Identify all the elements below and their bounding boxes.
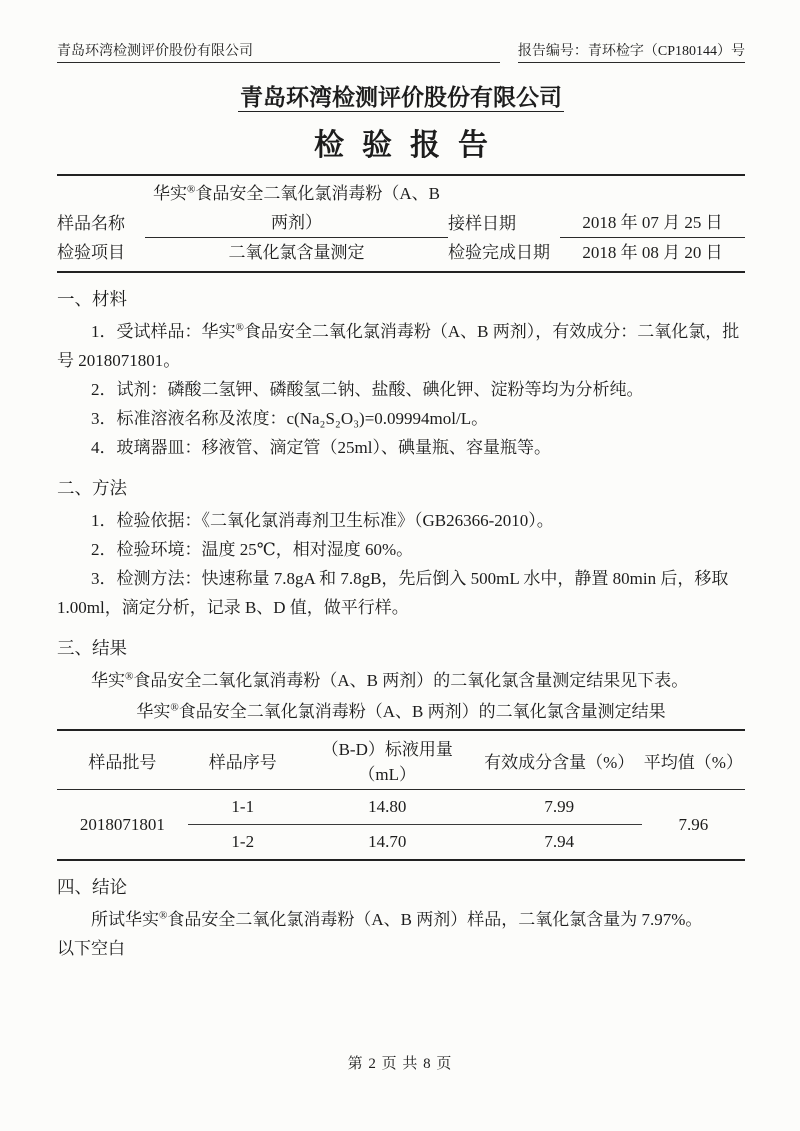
materials-item-3: 3．标准溶液名称及浓度：c(Na₂S₂O₃)=0.09994mol/L。 <box>91 409 489 428</box>
methods-item-1: 1．检验依据：《二氧化氯消毒剂卫生标准》（GB26366-2010）。 <box>91 511 554 530</box>
sample-info-row-2 <box>57 238 745 267</box>
results-table-caption: 华实®食品安全二氧化氯消毒粉（A、B 两剂）的二氧化氯含量测定结果 <box>136 701 666 721</box>
seq-cell: 1-2 <box>231 832 255 851</box>
col-header-content: 有效成分含量（%） <box>477 730 642 790</box>
results-table <box>57 729 745 861</box>
col-header-seq: 样品序号 <box>188 730 298 790</box>
section-heading-methods: 二、方法 <box>57 478 127 498</box>
table-row <box>57 790 745 825</box>
section-heading-materials: 一、材料 <box>57 289 127 309</box>
materials-item-1: 1．受试样品：华实®食品安全二氧化氯消毒粉（A、B 两剂），有效成分：二氧化氯，批号 2018071801。 <box>57 321 740 370</box>
sample-info-row-1 <box>57 179 745 238</box>
test-item-label: 检验项目 <box>57 243 125 262</box>
materials-item-4: 4．玻璃器皿：移液管、滴定管（25ml）、碘量瓶、容量瓶等。 <box>91 438 551 457</box>
sample-name-value: 华实®食品安全二氧化氯消毒粉（A、B 两剂） <box>145 179 448 238</box>
col-header-batch: 样品批号 <box>57 730 188 790</box>
methods-item-3: 3．检测方法：快速称量 7.8gA 和 7.8gB，先后倒入 500mL 水中，静置 80min 后，移取 1.00ml，滴定分析，记录 B、D 值，做平行样。 <box>57 569 729 617</box>
content-cell: 7.94 <box>544 832 575 851</box>
average-cell: 7.96 <box>678 814 709 834</box>
received-date-value: 2018 年 07 月 25 日 <box>560 208 745 238</box>
section-heading-conclusion: 四、结论 <box>57 877 127 897</box>
seq-cell: 1-1 <box>188 790 298 825</box>
results-intro: 华实®食品安全二氧化氯消毒粉（A、B 两剂）的二氧化氯含量测定结果见下表。 <box>91 670 689 690</box>
titrant-cell: 14.70 <box>368 832 407 851</box>
received-date-label: 接样日期 <box>448 214 516 233</box>
conclusion-text: 所试华实®食品安全二氧化氯消毒粉（A、B 两剂）样品，二氧化氯含量为 7.97%。 <box>91 909 703 929</box>
page-indicator: 第 2 页 共 8 页 <box>347 1056 453 1072</box>
col-header-titrant: （B-D）标液用量（mL） <box>298 730 477 790</box>
sample-info-table <box>57 174 745 273</box>
methods-item-2: 2．检验环境：温度 25℃，相对湿度 60%。 <box>91 540 414 559</box>
test-item-value: 二氧化氯含量测定 <box>228 243 365 262</box>
completed-date-label: 检验完成日期 <box>448 243 550 262</box>
results-table-header-row <box>57 730 745 790</box>
batch-number-cell: 2018071801 <box>79 814 165 834</box>
report-title: 检验报告 <box>314 129 506 162</box>
end-note: 以下空白 <box>57 939 125 958</box>
sample-name-label: 样品名称 <box>57 214 125 233</box>
materials-item-2: 2．试剂：磷酸二氢钾、磷酸氢二钠、盐酸、碘化钾、淀粉等均为分析纯。 <box>91 380 644 399</box>
col-header-average: 平均值（%） <box>642 730 745 790</box>
completed-date-value: 2018 年 08 月 20 日 <box>582 243 723 262</box>
section-heading-results: 三、结果 <box>57 638 127 658</box>
content-cell: 7.99 <box>477 790 642 825</box>
document-header <box>57 40 745 63</box>
header-report-number: 报告编号：青环检字（CP180144）号 <box>518 40 745 63</box>
titrant-cell: 14.80 <box>298 790 477 825</box>
header-company-name: 青岛环湾检测评价股份有限公司 <box>57 40 500 63</box>
company-title: 青岛环湾检测评价股份有限公司 <box>240 85 562 110</box>
